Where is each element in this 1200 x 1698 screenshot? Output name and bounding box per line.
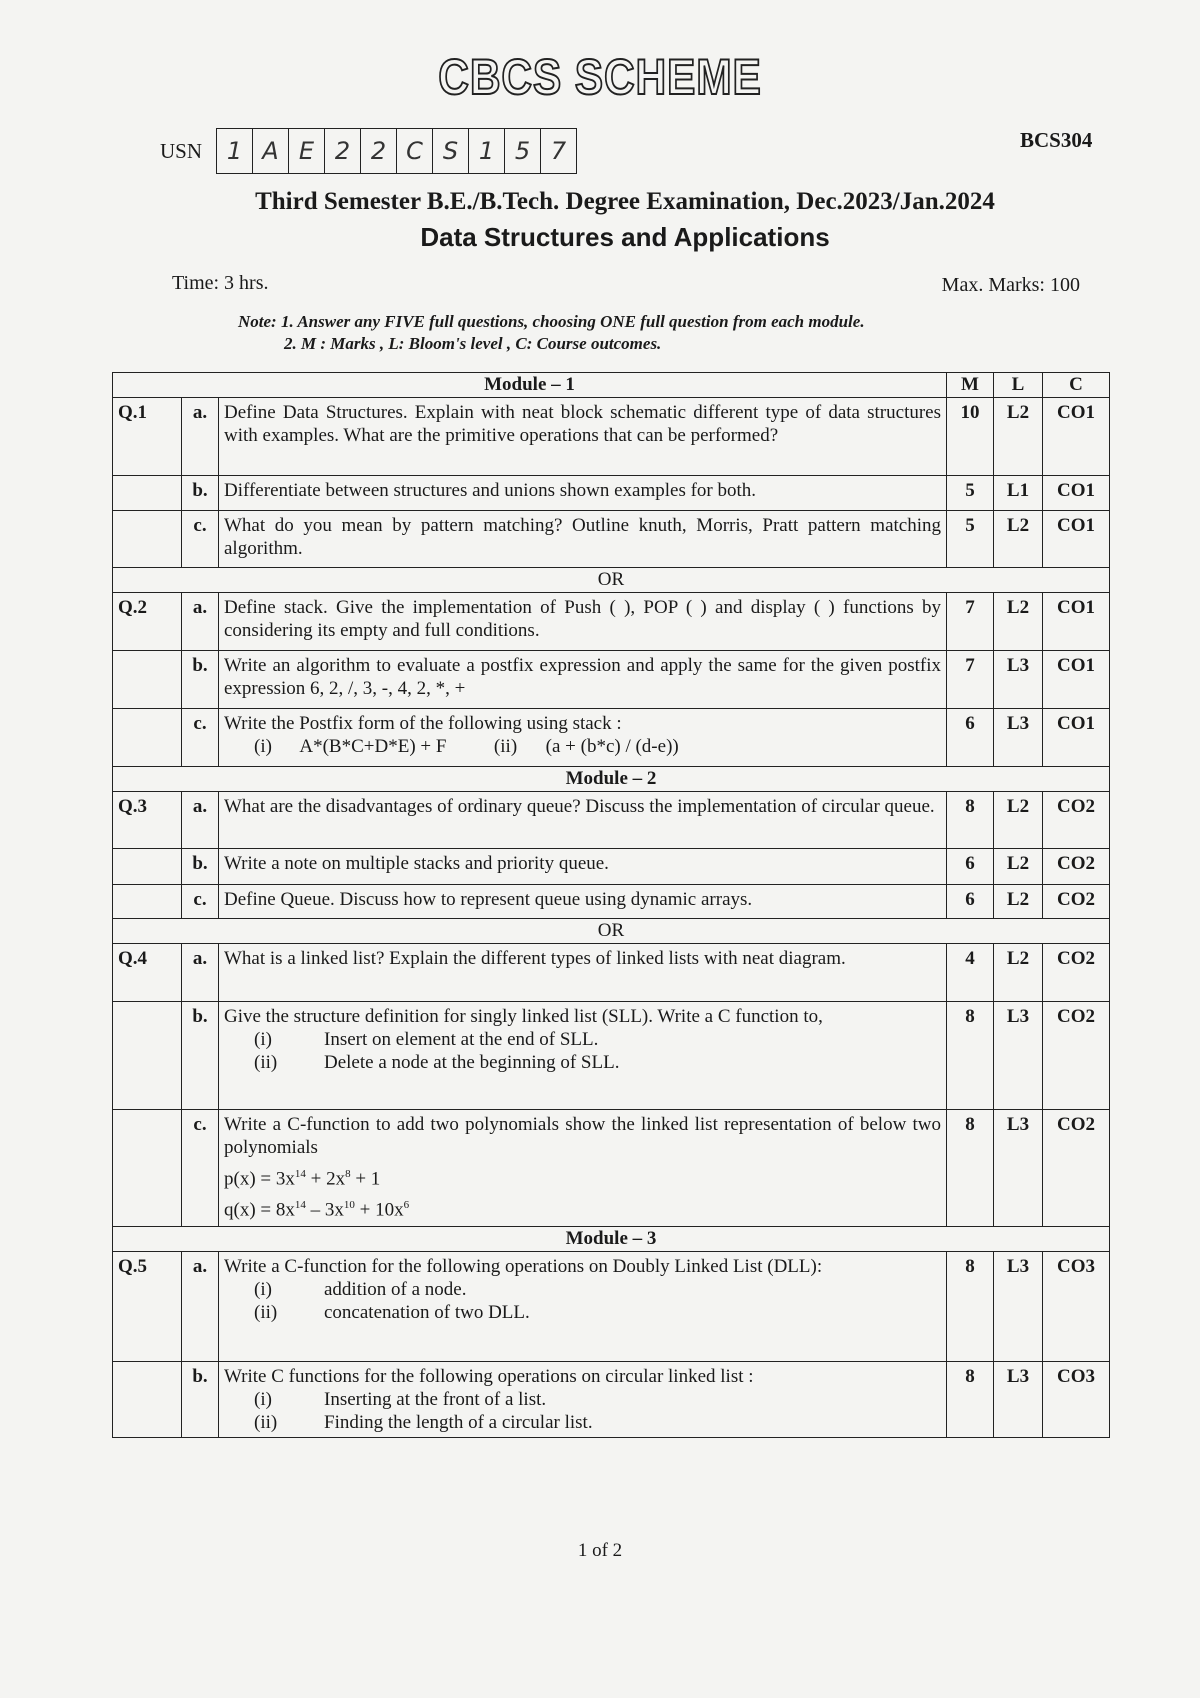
sub-question-letter: a. (182, 944, 219, 1002)
or-separator (113, 919, 1110, 944)
note-line-1: Note: 1. Answer any FIVE full questions, choosing ONE full question from each module. (238, 312, 865, 331)
column-header-c: C (1043, 373, 1110, 398)
question-row (113, 476, 1110, 511)
poly-term: – 3x (305, 1199, 344, 1221)
sub-item-text: Inserting at the front of a list. (324, 1389, 547, 1410)
question-text-cell (219, 792, 947, 849)
or-separator (113, 568, 1110, 593)
usn-char: 1 (217, 129, 253, 173)
course-outcome: CO2 (1043, 792, 1110, 849)
poly-exponent: 14 (294, 1199, 306, 1212)
or-label: OR (113, 919, 1110, 944)
question-row (113, 1252, 1110, 1362)
blooms-level: L3 (994, 651, 1043, 709)
course-outcome: CO2 (1043, 849, 1110, 885)
sub-item (254, 1411, 941, 1434)
blooms-level: L2 (994, 398, 1043, 476)
sub-item (254, 1028, 941, 1051)
blooms-level: L2 (994, 885, 1043, 919)
marks-value: 8 (947, 1362, 994, 1438)
max-marks: Max. Marks: 100 (941, 274, 1080, 296)
question-row (113, 885, 1110, 919)
usn-char: 2 (325, 129, 361, 173)
sub-question-letter: b. (182, 1362, 219, 1438)
sub-question-letter: b. (182, 476, 219, 511)
question-text: Differentiate between structures and unions shown examples for both. (224, 480, 757, 501)
question-text: Write an algorithm to evaluate a postfix expression and apply the same for the given postfix expression 6, 2, /, 3, -, 4, 2, *, + (224, 655, 941, 699)
question-row (113, 709, 1110, 767)
marks-value: 4 (947, 944, 994, 1002)
question-table (112, 372, 1110, 1438)
marks-value: 8 (947, 792, 994, 849)
question-text-cell (219, 1362, 947, 1438)
question-text: What is a linked list? Explain the different types of linked lists with neat diagram. (224, 948, 846, 969)
blooms-level: L2 (994, 849, 1043, 885)
question-text: Write C functions for the following operations on circular linked list : (224, 1366, 754, 1387)
sub-question-letter: b. (182, 1002, 219, 1110)
course-outcome: CO2 (1043, 1002, 1110, 1110)
question-text-cell (219, 944, 947, 1002)
marks-value: 7 (947, 593, 994, 651)
question-row (113, 1110, 1110, 1227)
question-number (113, 849, 182, 885)
question-row (113, 593, 1110, 651)
question-text: Write a note on multiple stacks and priority queue. (224, 853, 609, 874)
sub-question-letter: a. (182, 792, 219, 849)
question-options: (i) A*(B*C+D*E) + F (ii) (a + (b*c) / (d-e)) (254, 736, 679, 757)
poly-exponent: 8 (345, 1168, 351, 1180)
question-text: Give the structure definition for singly linked list (SLL). Write a C function to, (224, 1006, 823, 1027)
usn-char: 2 (361, 129, 397, 173)
question-text-cell (219, 885, 947, 919)
question-number (113, 511, 182, 568)
note-line-2: 2. M : Marks , L: Bloom's level , C: Course outcomes. (284, 334, 662, 353)
poly-exponent: 14 (294, 1168, 306, 1180)
question-text-cell (219, 476, 947, 511)
sub-item-number: (i) (254, 1279, 272, 1300)
course-outcome: CO2 (1043, 885, 1110, 919)
question-number: Q.4 (113, 944, 182, 1002)
blooms-level: L2 (994, 511, 1043, 568)
question-row (113, 792, 1110, 849)
polynomial (224, 1194, 941, 1221)
question-text-cell (219, 709, 947, 767)
question-number (113, 651, 182, 709)
marks-value: 5 (947, 476, 994, 511)
question-text: What are the disadvantages of ordinary queue? Discuss the implementation of circular queue. (224, 796, 935, 817)
or-label: OR (113, 568, 1110, 593)
course-outcome: CO1 (1043, 398, 1110, 476)
course-outcome: CO2 (1043, 1110, 1110, 1227)
question-number (113, 1362, 182, 1438)
sub-item-number: (ii) (254, 1412, 278, 1433)
poly-term: + 1 (350, 1168, 381, 1190)
sub-item-number: (i) (254, 1029, 272, 1050)
usn-char: 5 (505, 129, 541, 173)
sub-question-letter: b. (182, 849, 219, 885)
question-row (113, 398, 1110, 476)
usn-char: A (253, 129, 289, 173)
blooms-level: L3 (994, 1002, 1043, 1110)
sub-question-letter: c. (182, 1110, 219, 1227)
question-text-cell (219, 1002, 947, 1110)
usn-char: E (289, 129, 325, 173)
question-row (113, 849, 1110, 885)
blooms-level: L1 (994, 476, 1043, 511)
usn-field (160, 128, 577, 174)
question-text: Define stack. Give the implementation of Push ( ), POP ( ) and display ( ) functions by considering its empty and full conditions. (224, 597, 941, 641)
blooms-level: L2 (994, 593, 1043, 651)
sub-item-text: addition of a node. (324, 1279, 467, 1300)
marks-value: 7 (947, 651, 994, 709)
course-outcome: CO1 (1043, 511, 1110, 568)
polynomial (224, 1163, 941, 1190)
question-text-cell (219, 1252, 947, 1362)
course-outcome: CO2 (1043, 944, 1110, 1002)
sub-item-number: (ii) (254, 1052, 278, 1073)
sub-item-number: (ii) (254, 1302, 278, 1323)
time-duration: Time: 3 hrs. (172, 272, 269, 294)
question-number: Q.1 (113, 398, 182, 476)
blooms-level: L3 (994, 709, 1043, 767)
question-row (113, 651, 1110, 709)
question-text: Define Data Structures. Explain with neat block schematic different type of data structures with examples. What are the primitive operations that can be performed? (224, 402, 941, 446)
sub-item-text: Delete a node at the beginning of SLL. (324, 1052, 620, 1073)
blooms-level: L3 (994, 1362, 1043, 1438)
course-outcome: CO1 (1043, 651, 1110, 709)
blooms-level: L2 (994, 792, 1043, 849)
question-text: What do you mean by pattern matching? Outline knuth, Morris, Pratt pattern matching algorithm. (224, 515, 941, 559)
question-text: Define Queue. Discuss how to represent queue using dynamic arrays. (224, 889, 753, 910)
instructions-note (238, 311, 865, 355)
question-text: Write a C-function to add two polynomials show the linked list representation of below two polynomials (224, 1114, 941, 1158)
question-text-cell (219, 398, 947, 476)
poly-term: q(x) = 8x (224, 1199, 295, 1221)
course-outcome: CO1 (1043, 709, 1110, 767)
question-text-cell (219, 849, 947, 885)
question-number: Q.2 (113, 593, 182, 651)
page-number: 1 of 2 (577, 1540, 623, 1561)
sub-question-letter: c. (182, 885, 219, 919)
blooms-level: L2 (994, 944, 1043, 1002)
sub-question-letter: c. (182, 709, 219, 767)
sub-question-letter: a. (182, 1252, 219, 1362)
marks-value: 8 (947, 1252, 994, 1362)
course-outcome: CO3 (1043, 1252, 1110, 1362)
question-row (113, 1362, 1110, 1438)
question-text: Write the Postfix form of the following using stack : (224, 713, 622, 734)
column-header-m: M (947, 373, 994, 398)
course-code: BCS304 (1020, 128, 1093, 152)
course-outcome: CO3 (1043, 1362, 1110, 1438)
question-row (113, 944, 1110, 1002)
question-text-cell (219, 1110, 947, 1227)
sub-item-text: Finding the length of a circular list. (324, 1412, 593, 1433)
module-header (113, 767, 1110, 792)
question-number (113, 885, 182, 919)
sub-question-letter: c. (182, 511, 219, 568)
marks-value: 10 (947, 398, 994, 476)
sub-question-letter: a. (182, 593, 219, 651)
sub-item-number: (i) (254, 1389, 272, 1410)
sub-question-letter: b. (182, 651, 219, 709)
marks-value: 8 (947, 1002, 994, 1110)
sub-item-text: concatenation of two DLL. (324, 1302, 530, 1323)
course-outcome: CO1 (1043, 476, 1110, 511)
question-number (113, 1110, 182, 1227)
sub-item-text: Insert on element at the end of SLL. (324, 1029, 599, 1050)
question-text-cell (219, 511, 947, 568)
usn-label: USN (160, 138, 203, 163)
question-number (113, 1002, 182, 1110)
question-number: Q.5 (113, 1252, 182, 1362)
blooms-level: L3 (994, 1110, 1043, 1227)
question-number: Q.3 (113, 792, 182, 849)
module-label: Module – 3 (113, 1227, 1110, 1252)
marks-value: 8 (947, 1110, 994, 1227)
sub-item (254, 1301, 941, 1324)
question-text-cell (219, 651, 947, 709)
poly-term: p(x) = 3x (224, 1168, 295, 1190)
usn-char: 7 (550, 137, 567, 165)
marks-value: 6 (947, 849, 994, 885)
poly-term: + 10x (354, 1199, 404, 1221)
course-outcome: CO1 (1043, 593, 1110, 651)
exam-title: Third Semester B.E./B.Tech. Degree Examination, Dec.2023/Jan.2024 (255, 188, 995, 215)
sub-item (254, 1278, 941, 1301)
poly-term: + 2x (305, 1168, 346, 1190)
question-text: Write a C-function for the following operations on Doubly Linked List (DLL): (224, 1256, 823, 1277)
question-row (113, 511, 1110, 568)
question-number (113, 709, 182, 767)
question-row (113, 1002, 1110, 1110)
module-header (113, 1227, 1110, 1252)
question-text-cell (219, 593, 947, 651)
sub-item (254, 1051, 941, 1074)
poly-exponent: 6 (403, 1199, 410, 1212)
column-header-l: L (994, 373, 1043, 398)
module-header (113, 373, 1110, 398)
module-label: Module – 1 (113, 373, 947, 398)
poly-exponent: 10 (343, 1199, 355, 1212)
module-label: Module – 2 (113, 767, 1110, 792)
sub-item (254, 1388, 941, 1411)
usn-char: 1 (469, 129, 505, 173)
usn-char: C (397, 129, 433, 173)
usn-boxes (216, 128, 577, 174)
marks-value: 5 (947, 511, 994, 568)
blooms-level: L3 (994, 1252, 1043, 1362)
scheme-heading: CBCS SCHEME (438, 49, 762, 105)
usn-char: S (433, 129, 469, 173)
marks-value: 6 (947, 885, 994, 919)
marks-value: 6 (947, 709, 994, 767)
subject-title: Data Structures and Applications (420, 222, 830, 252)
sub-question-letter: a. (182, 398, 219, 476)
question-number (113, 476, 182, 511)
